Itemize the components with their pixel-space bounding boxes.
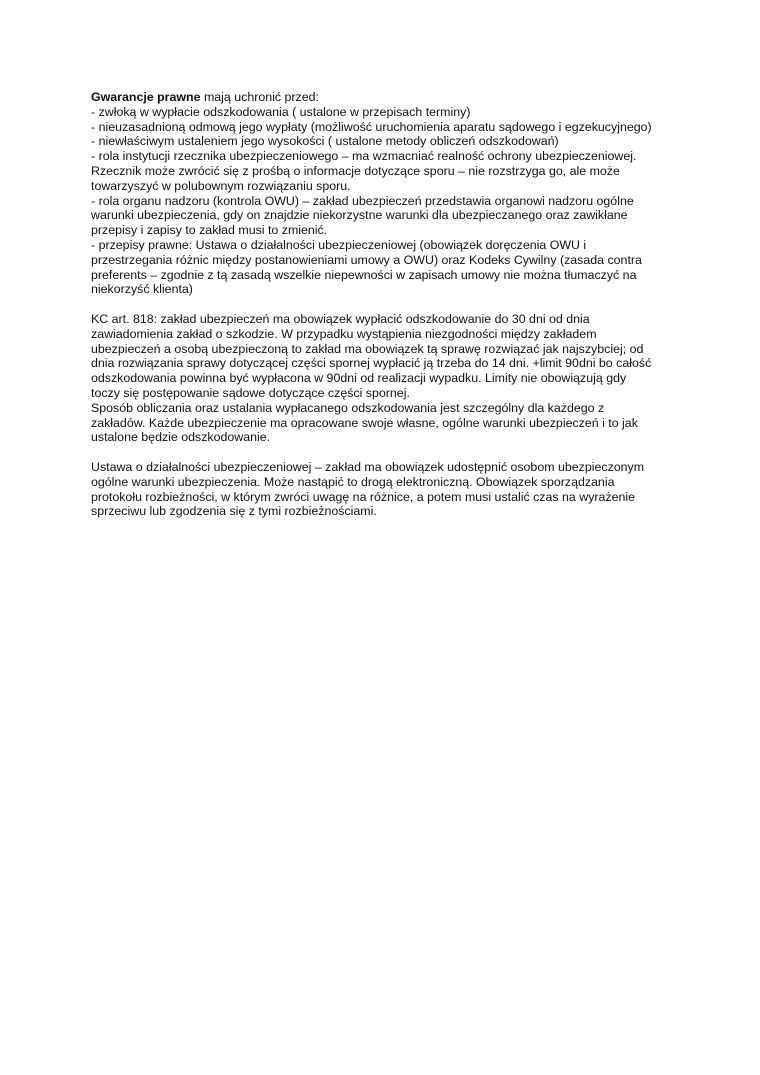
document-body (91, 90, 681, 519)
text-line: sprzeciwu lub zgodzenia się z tymi rozbieżnościami. (91, 504, 377, 519)
text-line: toczy się postępowanie sądowe dotyczące części spornej. (91, 385, 410, 400)
section-guarantees (91, 105, 681, 297)
text-line: KC art. 818: zakład ubezpieczeń ma obowiązek wypłacić odszkodowanie do 30 dni od dnia (91, 311, 590, 326)
intro-rest: mają uchronić przed: (200, 90, 319, 104)
text-line: towarzyszyć w polubownym rozwiązaniu sporu. (91, 178, 351, 193)
text-line: Ustawa o działalności ubezpieczeniowej – zakład ma obowiązek udostępnić osobom ubezpieczonym (91, 459, 645, 474)
text-line: przestrzegania różnic między postanowieniami umowy a OWU) oraz Kodeks Cywilny (zasada contra (91, 252, 642, 267)
text-line: warunki ubezpieczenia, gdy on znajdzie niekorzystne warunki dla ubezpieczanego oraz zawikłane (91, 208, 628, 223)
text-line: - nieuzasadnioną odmową jego wypłaty (możliwość uruchomienia aparatu sądowego i egzekucyjnego) (91, 119, 652, 134)
section-insurance-act (91, 460, 681, 519)
text-line: - rola instytucji rzecznika ubezpieczeniowego – ma wzmacniać realność ochrony ubezpieczeniowej. (91, 149, 637, 164)
text-line: - rola organu nadzoru (kontrola OWU) – zakład ubezpieczeń przedstawia organowi nadzoru ogólne (91, 193, 634, 208)
text-line: preferents – zgodnie z tą zasadą wszelkie niepewności w zapisach umowy nie można tłumaczyć na (91, 267, 637, 282)
text-line: Rzecznik może zwrócić się z prośbą o informacje dotyczące sporu – nie rozstrzyga go, ale może (91, 163, 620, 178)
text-line: niekorzyść klienta) (91, 282, 193, 297)
text-line: ustalone będzie odszkodowanie. (91, 430, 271, 445)
text-line: przepisy i zapisy to zakład musi to zmienić. (91, 223, 328, 238)
paragraph-gap (91, 297, 681, 312)
text-line: odszkodowania powinna być wypłacona w 90dni od realizacji wypadku. Limity nie obowiązują gdy (91, 371, 627, 386)
text-line: ubezpieczeń a osobą ubezpieczoną to zakład ma obowiązek tą sprawę rozwiązać jak najszybciej; od (91, 341, 644, 356)
section-kc-art-818 (91, 312, 681, 445)
intro-line (91, 90, 681, 105)
text-line: - niewłaściwym ustaleniem jego wysokości ( ustalone metody obliczeń odszkodowań) (91, 134, 559, 149)
text-line: ogólne warunki ubezpieczenia. Może nastąpić to drogą elektroniczną. Obowiązek sporządzania (91, 474, 615, 489)
text-line: - przepisy prawne: Ustawa o działalności ubezpieczeniowej (obowiązek doręczenia OWU i (91, 237, 587, 252)
text-line: Sposób obliczania oraz ustalania wypłacanego odszkodowania jest szczególny dla każdego z (91, 400, 605, 415)
intro-bold-lead: Gwarancje prawne (91, 90, 201, 104)
text-line: zawiadomienia zakład o szkodzie. W przypadku wystąpienia niezgodności między zakładem (91, 326, 597, 341)
text-line: zakładów. Każde ubezpieczenie ma opracowane swoje własne, ogólne warunki ubezpieczeń i to jak (91, 415, 638, 430)
text-line: dnia rozwiązania sprawy dotyczącej części spornej wypłacić ją trzeba do 14 dni. +limit 90dni bo całość (91, 356, 652, 371)
text-line: protokołu rozbieżności, w którym zwróci uwagę na różnice, a potem musi ustalić czas na wyrażenie (91, 489, 636, 504)
paragraph-gap (91, 445, 681, 460)
text-line: - zwłoką w wypłacie odszkodowania ( ustalone w przepisach terminy) (91, 104, 471, 119)
